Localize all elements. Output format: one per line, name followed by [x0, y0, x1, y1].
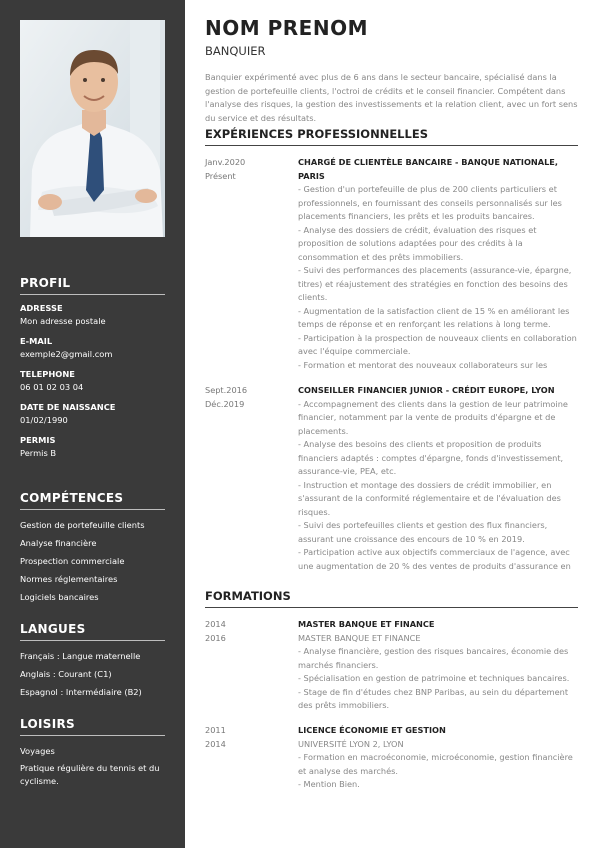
- experience-title: EXPÉRIENCES PROFESSIONNELLES: [205, 127, 578, 146]
- date-end: 2016: [205, 632, 226, 643]
- date-start: 2011: [205, 725, 226, 735]
- date-end: 2014: [205, 738, 226, 749]
- entry-title: LICENCE ÉCONOMIE ET GESTION: [298, 725, 446, 735]
- date-start: 2014: [205, 619, 226, 629]
- date-end: Déc.2019: [205, 398, 245, 409]
- profile-value: Mon adresse postale: [20, 316, 106, 326]
- list-item: Espagnol : Intermédiaire (B2): [20, 687, 142, 697]
- list-item: Anglais : Courant (C1): [20, 669, 112, 679]
- list-item: Prospection commerciale: [20, 556, 125, 566]
- list-item: Français : Langue maternelle: [20, 651, 141, 661]
- entry-bullet: - Formation en macroéconomie, microéconomie, gestion financière et analyse des marchés.: [298, 752, 573, 776]
- person-portrait-icon: [20, 20, 165, 237]
- profile-item-email: [20, 336, 165, 359]
- entry-bullet: - Suivi des portefeuilles clients et gestion des flux financiers, assurant une croissance des encours de 10 % en 2019.: [298, 520, 548, 544]
- list-item: Gestion de portefeuille clients: [20, 520, 145, 530]
- entry-bullet: - Gestion d'un portefeuille de plus de 200 clients particuliers et professionnels, en fournissant des conseils personnalisés sur les placements financiers, les prêts et les produits bancaires.: [298, 184, 562, 221]
- entry-bullet: - Spécialisation en gestion de patrimoine et techniques bancaires.: [298, 673, 570, 683]
- entry-bullet: - Instruction et montage des dossiers de crédit immobilier, en s'assurant de la conformité réglementaire et de l'évaluation des risques.: [298, 479, 561, 517]
- entry-bullet: - Formation et mentorat des nouveaux collaborateurs sur les: [298, 359, 548, 370]
- list-item: Voyages: [20, 746, 55, 756]
- entry-bullet: - Analyse des besoins des clients et proposition de produits financiers adaptés : comptes d'épargne, fonds d'investissement, assurance-vie, PEA, etc.: [298, 439, 564, 476]
- date-start: Janv.2020: [205, 157, 246, 167]
- profile-item-birthdate: [20, 402, 165, 425]
- profile-value: exemple2@gmail.com: [20, 349, 113, 359]
- languages-section: [20, 622, 165, 701]
- entry-school: UNIVERSITÉ LYON 2, LYON: [298, 738, 404, 749]
- entry-bullet: - Analyse des dossiers de crédit, évaluation des risques et proposition de solutions adaptées pour des crédits à la consommation et des prêts immobiliers.: [298, 224, 537, 262]
- hobbies-list: [20, 742, 165, 788]
- profile-label: DATE DE NAISSANCE: [20, 402, 116, 412]
- sidebar: [0, 0, 185, 848]
- list-item: Pratique régulière du tennis et du cyclisme.: [20, 763, 160, 786]
- job-title: BANQUIER: [205, 44, 266, 58]
- hobbies-title: LOISIRS: [20, 717, 165, 736]
- entry-title: MASTER BANQUE ET FINANCE: [298, 619, 435, 629]
- profile-section: [20, 276, 165, 458]
- profile-label: TELEPHONE: [20, 369, 75, 379]
- languages-list: [20, 647, 165, 701]
- entry-bullet: - Analyse financière, gestion des risques bancaires, économie des marchés financiers.: [298, 646, 569, 670]
- profile-item-phone: [20, 369, 165, 392]
- entry-bullet: - Suivi des performances des placements (assurance-vie, épargne, titres) et réajustement des stratégies en fonction des besoins des clients.: [298, 265, 572, 302]
- list-item: Logiciels bancaires: [20, 592, 99, 602]
- entry-bullet: - Mention Bien.: [298, 779, 360, 789]
- list-item: Analyse financière: [20, 538, 97, 548]
- entry-dates: [205, 724, 285, 751]
- profile-summary: Banquier expérimenté avec plus de 6 ans dans le secteur bancaire, spécialisé dans la gestion de portefeuille clients, l'octroi de crédits et le conseil financier. Compétent dans l'analyse des risques, la gestion des investissements et la relation client, avec un fort sens du service et des résultats.: [205, 72, 578, 123]
- entry-title: CHARGÉ DE CLIENTÈLE BANCAIRE - BANQUE NATIONALE, PARIS: [298, 157, 559, 181]
- profile-value: 06 01 02 03 04: [20, 382, 84, 392]
- skills-list: [20, 516, 165, 606]
- education-title: FORMATIONS: [205, 589, 578, 608]
- skills-title: COMPÉTENCES: [20, 491, 165, 510]
- profile-value: 01/02/1990: [20, 415, 68, 425]
- skills-section: [20, 491, 165, 606]
- entry-bullet: - Augmentation de la satisfaction client de 15 % en améliorant les temps de réponse et en renforçant les relations à long terme.: [298, 305, 570, 329]
- entry-bullet: - Stage de fin d'études chez BNP Paribas, au sein du département des prêts immobiliers.: [298, 686, 569, 710]
- entry-bullet: - Accompagnement des clients dans la gestion de leur patrimoine financier, notamment par la vente de produits d'épargne et de placements.: [298, 398, 568, 436]
- date-start: Sept.2016: [205, 385, 248, 395]
- entry-dates: [205, 156, 285, 183]
- entry-content: [298, 724, 578, 792]
- entry-content: [298, 156, 578, 374]
- entry-title: CONSEILLER FINANCIER JUNIOR - CRÉDIT EUROPE, LYON: [298, 385, 555, 395]
- entry-dates: [205, 384, 285, 411]
- entry-content: [298, 384, 578, 576]
- entry-bullet: - Participation active aux objectifs commerciaux de l'agence, avec une augmentation de 20 % des ventes de produits d'assurance en: [298, 547, 571, 571]
- profile-value: Permis B: [20, 448, 57, 458]
- list-item: Normes réglementaires: [20, 574, 118, 584]
- hobbies-section: [20, 717, 165, 788]
- profile-photo: [20, 20, 165, 237]
- date-end: Présent: [205, 170, 236, 181]
- entry-dates: [205, 618, 285, 645]
- profile-item-address: [20, 303, 165, 326]
- profile-label: E-MAIL: [20, 336, 53, 346]
- entry-content: [298, 618, 578, 713]
- profile-item-license: [20, 435, 165, 458]
- profile-label: ADRESSE: [20, 303, 63, 313]
- profile-label: PERMIS: [20, 435, 56, 445]
- candidate-name: NOM PRENOM: [205, 16, 368, 40]
- entry-school: MASTER BANQUE ET FINANCE: [298, 632, 421, 643]
- entry-bullet: - Participation à la prospection de nouveaux clients en collaboration avec l'équipe commerciale.: [298, 332, 577, 356]
- languages-title: LANGUES: [20, 622, 165, 641]
- profile-title: PROFIL: [20, 276, 165, 295]
